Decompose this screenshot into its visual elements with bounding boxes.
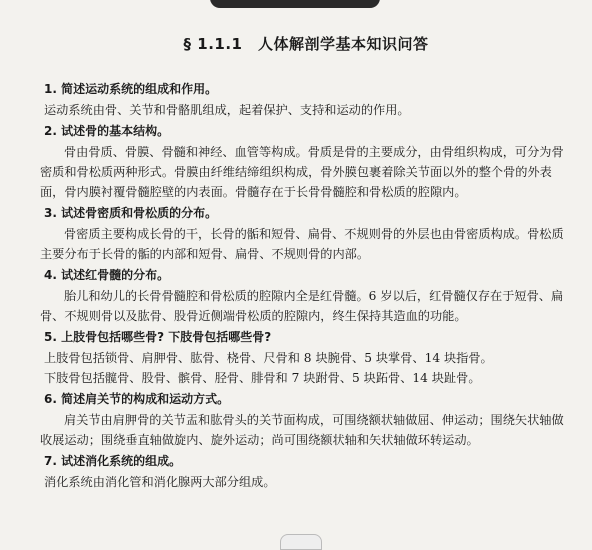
answer-6: 肩关节由肩胛骨的关节盂和肱骨头的关节面构成，可围绕额状轴做屈、伸运动；围绕矢状轴做收展运动；围绕垂直轴做旋内、旋外运动；尚可围绕额状轴和矢状轴做环转运动。	[40, 413, 564, 447]
document-page	[40, 0, 572, 540]
answer-4: 胎儿和幼儿的长骨骨髓腔和骨松质的腔隙内全是红骨髓。6 岁以后，红骨髓仅存在于短骨、扁骨、不规则骨以及肱骨、股骨近侧端骨松质的腔隙内，终生保持其造血的功能。	[40, 289, 564, 323]
qa-item	[40, 120, 572, 202]
section-title: § 1.1.1 人体解剖学基本知识问答	[183, 35, 429, 53]
answer-7: 消化系统由消化管和消化腺两大部分组成。	[44, 475, 276, 489]
qa-item	[40, 450, 572, 492]
question-4: 4. 试述红骨髓的分布。	[44, 268, 170, 282]
qa-item	[40, 78, 572, 120]
qa-item	[40, 264, 572, 326]
question-2: 2. 试述骨的基本结构。	[44, 124, 170, 138]
question-6: 6. 简述肩关节的构成和运动方式。	[44, 392, 230, 406]
qa-item	[40, 202, 572, 264]
qa-item	[40, 326, 572, 388]
question-3: 3. 试述骨密质和骨松质的分布。	[44, 206, 218, 220]
answer-5-lower: 下肢骨包括髋骨、股骨、髌骨、胫骨、腓骨和 7 块跗骨、5 块跖骨、14 块趾骨。	[44, 371, 481, 385]
qa-item	[40, 388, 572, 450]
answer-1: 运动系统由骨、关节和骨骼肌组成，起着保护、支持和运动的作用。	[44, 103, 410, 117]
question-7: 7. 试述消化系统的组成。	[44, 454, 182, 468]
answer-2: 骨由骨质、骨膜、骨髓和神经、血管等构成。骨质是骨的主要成分，由骨组织构成，可分为骨密质和骨松质两种形式。骨膜由纤维结缔组织构成，骨外膜包裹着除关节面以外的整个骨的外表面，骨内膜衬覆骨髓腔壁的内表面。骨髓存在于长骨骨髓腔和骨松质的腔隙内。	[40, 145, 564, 199]
page-tab	[280, 534, 322, 550]
question-5: 5. 上肢骨包括哪些骨? 下肢骨包括哪些骨?	[44, 330, 272, 344]
qa-list	[40, 78, 572, 492]
answer-3: 骨密质主要构成长骨的干，长骨的骺和短骨、扁骨、不规则骨的外层也由骨密质构成。骨松质主要分布于长骨的骺的内部和短骨、扁骨、不规则骨的内部。	[40, 227, 564, 261]
question-1: 1. 简述运动系统的组成和作用。	[44, 82, 218, 96]
answer-5-upper: 上肢骨包括锁骨、肩胛骨、肱骨、桡骨、尺骨和 8 块腕骨、5 块掌骨、14 块指骨。	[44, 351, 493, 365]
